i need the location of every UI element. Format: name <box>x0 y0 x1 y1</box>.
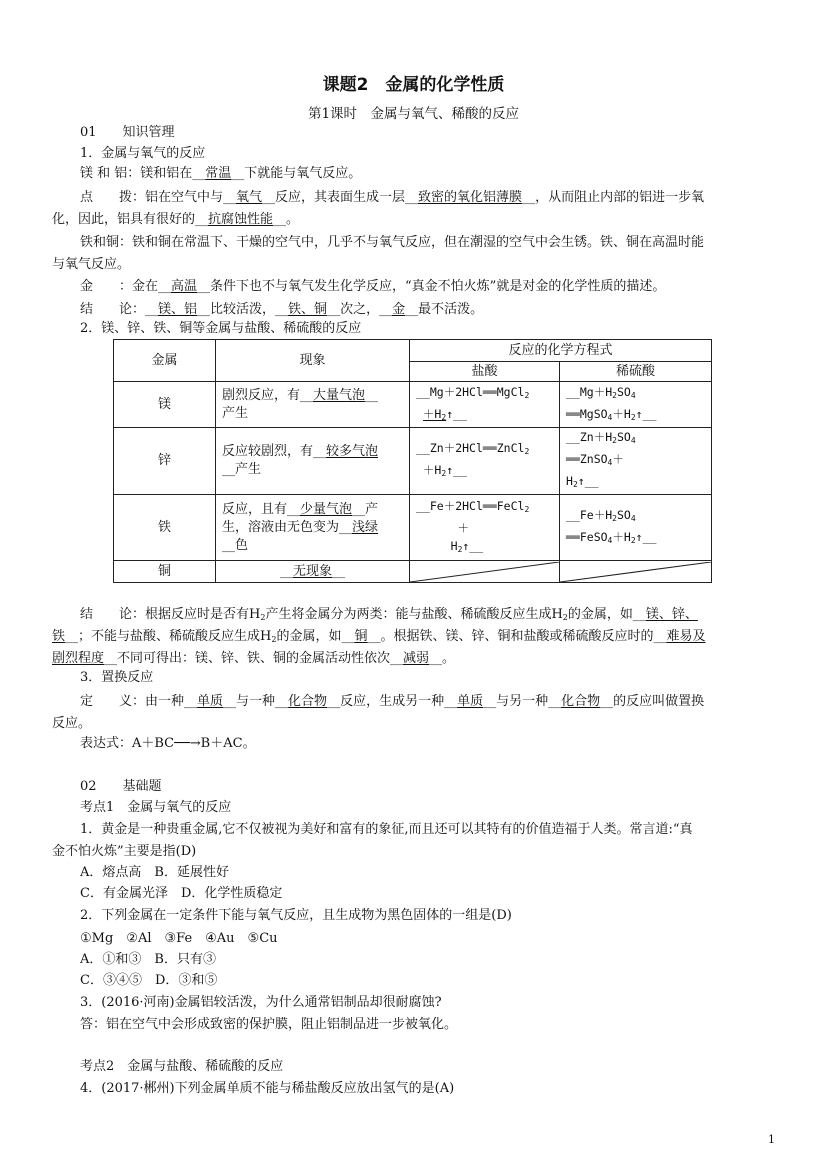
diagonal-strike <box>560 562 711 582</box>
question-2-items: ①Mg ②Al ③Fe ④Au ⑤Cu <box>80 931 278 946</box>
conclusion2-line-3: 剧烈程度__不同可得出：镁、锌、铁、铜的金属活动性依次__减弱__。 <box>52 651 456 666</box>
header-hcl: 盐酸 <box>410 362 560 382</box>
header-phenomenon: 现象 <box>216 340 410 382</box>
section-heading-basic: 02 基础题 <box>80 779 162 794</box>
fill-blank: 镁、铝 <box>158 302 198 317</box>
phenomenon-cell: 反应，且有__少量气泡__产 生，溶液由无色变为__浅绿 __色 <box>216 495 410 561</box>
question-1-cont: 金不怕火炼”主要是指(D) <box>52 844 197 859</box>
gold-line: 金 ：金在__高温__条件下也不与氧气发生化学反应，“真金不怕火炼”就是对金的化学性质的描述。 <box>80 279 666 294</box>
fill-blank: 高温 <box>171 279 198 294</box>
topic-1-heading: 考点1 金属与氧气的反应 <box>80 800 232 815</box>
fe-cu-line: 铁和铜：铁和铜在常温下、干燥的空气中，几乎不与氧气反应，但在潮湿的空气中会生锈。铁、铜在高温时能 <box>80 235 705 250</box>
fill-blank: 难易及 <box>666 629 706 644</box>
question-1-options-cd: C．有金属光泽 D．化学性质稳定 <box>80 886 283 901</box>
question-4: 4．(2017·郴州)下列金属单质不能与稀盐酸反应放出氢气的是(A) <box>80 1081 455 1096</box>
fill-blank: 镁、锌、 <box>645 607 698 622</box>
question-2: 2．下列金属在一定条件下能与氧气反应，且生成物为黑色固体的一组是(D) <box>80 908 512 923</box>
definition-line: 定 义：由一种__单质__与一种__化合物__反应，生成另一种__单质__与另一种__化合物__的反应叫做置换 <box>80 694 705 709</box>
hcl-equation: __Fe＋2HCl══FeCl$_2$ ＋ $H_2↑\_\_$ <box>410 495 560 561</box>
fill-blank: 减弱 <box>403 651 430 666</box>
expression-line: 表达式：A＋BC──→B＋AC。 <box>80 736 256 751</box>
h2so4-equation-empty <box>560 561 712 583</box>
reaction-table <box>113 339 712 583</box>
hcl-equation: __Zn＋2HCl══ZnCl$_2$ $+H_2↑\_\_$ <box>410 428 560 495</box>
page-title: 课题2 金属的化学性质 <box>322 75 505 95</box>
metal-cell: 锌 <box>114 428 216 495</box>
page-number: 1 <box>768 1133 775 1146</box>
hcl-equation: __Mg＋2HCl══MgCl$_2$ $+H_2↑\_\_$ <box>410 382 560 428</box>
heading-metal-acid: 2．镁、锌、铁、铜等金属与盐酸、稀硫酸的反应 <box>80 321 362 336</box>
fill-blank: 金 <box>392 302 406 317</box>
header-h2so4: 稀硫酸 <box>560 362 712 382</box>
heading-metal-oxygen: 1．金属与氧气的反应 <box>80 146 206 161</box>
fe-cu-line-2: 与氧气反应。 <box>52 257 131 272</box>
phenomenon-cell: __无现象__ <box>216 561 410 583</box>
tip-line-2: 化，因此，铝具有很好的__抗腐蚀性能__。 <box>52 212 300 227</box>
topic-2-heading: 考点2 金属与盐酸、稀硫酸的反应 <box>80 1059 284 1074</box>
tip-line: 点 拨：铝在空气中与__氧气__反应，其表面生成一层__致密的氧化铝薄膜__，从而阻止内部的铝进一步氧 <box>80 190 705 205</box>
h2so4-equation: $\_\_Mg+H_2SO_4$ $══MgSO_4+H_2↑\_\_$ <box>560 382 712 428</box>
fill-blank: 致密的氧化铝薄膜 <box>418 190 523 205</box>
fill-blank: 常温 <box>205 166 232 181</box>
conclusion2-line-1: 结 论：根据反应时是否有$H_2$产生将金属分为两类：能与盐酸、稀硫酸反应生成$H_2$的金属，如__镁、锌、 <box>80 607 698 622</box>
question-3: 3．(2016·河南)金属铝较活泼，为什么通常铝制品却很耐腐蚀? <box>80 995 442 1010</box>
hcl-equation-empty <box>410 561 560 583</box>
question-3-answer: 答：铝在空气中会形成致密的保护膜，阻止铝制品进一步被氧化。 <box>80 1017 458 1032</box>
table-row <box>114 561 712 583</box>
table-row <box>114 382 712 428</box>
diagonal-strike <box>410 562 559 582</box>
h2so4-equation: $\_\_Fe+H_2SO_4$ $══FeSO_4+H_2↑\_\_$ <box>560 495 712 561</box>
phenomenon-cell: 剧烈反应，有__大量气泡__ 产生 <box>216 382 410 428</box>
question-1: 1．黄金是一种贵重金属,它不仅被视为美好和富有的象征,而且还可以其特有的价值造福于人类。常言道:“真 <box>80 822 693 837</box>
table-row <box>114 428 712 495</box>
conclusion-line: 结 论：__镁、铝__比较活泼，__铁、铜__次之，__金__最不活泼。 <box>80 302 484 317</box>
metal-cell: 镁 <box>114 382 216 428</box>
question-2-options-ab: A．①和③ B．只有③ <box>80 952 216 967</box>
table-row <box>114 495 712 561</box>
question-2-options-cd: C．③④⑤ D．③和⑤ <box>80 973 218 988</box>
fill-blank: 铜 <box>354 629 368 644</box>
question-1-options-ab: A．熔点高 B．延展性好 <box>80 865 229 880</box>
fill-blank: 铁、铜 <box>288 302 328 317</box>
header-equation: 反应的化学方程式 <box>410 340 712 362</box>
metal-cell: 铁 <box>114 495 216 561</box>
fill-blank: 剧烈程度 <box>52 651 105 666</box>
lesson-subtitle: 第1课时 金属与氧气、稀酸的反应 <box>307 106 520 122</box>
mg-al-line: 镁 和 铝：镁和铝在__常温__下就能与氧气反应。 <box>80 166 362 181</box>
fill-blank: 铁 <box>52 629 66 644</box>
heading-displacement: 3．置换反应 <box>80 670 154 685</box>
section-heading-knowledge: 01 知识管理 <box>80 125 175 140</box>
phenomenon-cell: 反应较剧烈，有__较多气泡 __产生 <box>216 428 410 495</box>
h2so4-equation: $\_\_Zn+H_2SO_4$ ══ZnSO$_4$＋ $H_2↑\_\_$ <box>560 428 712 495</box>
conclusion2-line-2: 铁__；不能与盐酸、稀硫酸反应生成$H_2$的金属，如__铜__。根据铁、镁、锌、铜和盐酸或稀硫酸反应时的__难易及 <box>52 629 706 644</box>
definition-line-2: 反应。 <box>52 716 92 731</box>
fill-blank: 氧气 <box>236 190 263 205</box>
metal-cell: 铜 <box>114 561 216 583</box>
header-metal: 金属 <box>114 340 216 382</box>
fill-blank: 抗腐蚀性能 <box>208 212 274 227</box>
